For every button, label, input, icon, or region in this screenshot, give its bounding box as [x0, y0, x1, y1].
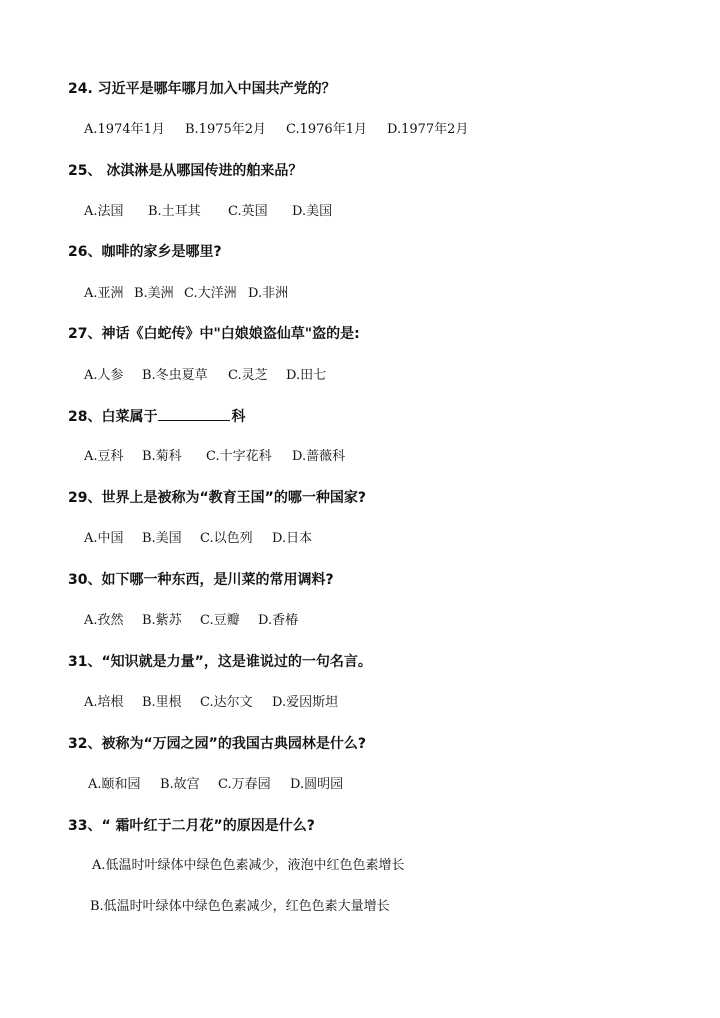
- question-26-title: 26、咖啡的家乡是哪里?: [68, 244, 222, 260]
- question-29-title: 29、世界上是被称为“教育王国”的哪一种国家?: [68, 490, 367, 506]
- q26-option-c: C.大洋洲: [184, 286, 237, 301]
- question-32-title: 32、被称为“万园之园”的我国古典园林是什么?: [68, 736, 367, 752]
- q32-option-b: B.故宫: [160, 777, 200, 792]
- q30-option-a: A.孜然: [84, 613, 124, 628]
- q31-option-d: D.爱因斯坦: [272, 695, 339, 710]
- q25-option-d: D.美国: [292, 204, 333, 219]
- q25-option-a: A.法国: [84, 204, 124, 219]
- q26-option-a: A.亚洲: [84, 286, 124, 301]
- q31-option-b: B.里根: [142, 695, 182, 710]
- q26-option-b: B.美洲: [134, 286, 174, 301]
- q29-option-c: C.以色列: [200, 531, 253, 546]
- q29-option-b: B.美国: [142, 531, 182, 546]
- q29-option-a: A.中国: [84, 531, 124, 546]
- q31-option-a: A.培根: [84, 695, 124, 710]
- question-27-options: [84, 367, 326, 385]
- q24-option-d: D.1977年2月: [387, 122, 469, 137]
- question-28-title: [68, 407, 245, 426]
- q24-option-c: C.1976年1月: [286, 122, 367, 137]
- question-31-title: 31、“知识就是力量”，这是谁说过的一句名言。: [68, 654, 372, 670]
- question-25-options: [84, 203, 332, 221]
- q24-option-a: A.1974年1月: [84, 122, 165, 137]
- question-33-title: 33、“ 霜叶红于二月花”的原因是什么?: [68, 818, 315, 834]
- question-28-title-start: 28、白菜属于: [68, 409, 158, 425]
- q27-option-d: D.田七: [286, 368, 327, 383]
- question-27-title: 27、神话《白蛇传》中"白娘娘盗仙草"盗的是:: [68, 326, 360, 342]
- question-30-title: 30、如下哪一种东西，是川菜的常用调料?: [68, 572, 334, 588]
- q28-option-a: A.豆科: [84, 449, 124, 464]
- q33-option-b: B.低温时叶绿体中绿色色素减少，红色色素大量增长: [90, 899, 390, 914]
- q27-option-c: C.灵芝: [228, 368, 268, 383]
- q24-option-b: B.1975年2月: [185, 122, 267, 137]
- q33-option-a: A.低温时叶绿体中绿色色素减少，液泡中红色色素增长: [92, 858, 405, 873]
- question-29-options: [84, 530, 312, 548]
- question-32-options: [88, 776, 343, 794]
- q28-option-b: B.菊科: [142, 449, 182, 464]
- question-30-options: [84, 612, 298, 630]
- q32-option-c: C.万春园: [218, 777, 271, 792]
- q31-option-c: C.达尔文: [200, 695, 253, 710]
- q29-option-d: D.日本: [272, 531, 313, 546]
- q26-option-d: D.非洲: [248, 286, 289, 301]
- q30-option-b: B.紫苏: [142, 613, 182, 628]
- q30-option-c: C.豆瓣: [200, 613, 240, 628]
- q32-option-d: D.圆明园: [290, 777, 344, 792]
- q27-option-a: A.人参: [84, 368, 124, 383]
- q32-option-a: A.颐和园: [88, 777, 141, 792]
- q25-option-b: B.土耳其: [148, 204, 201, 219]
- question-25-title: 25、 冰淇淋是从哪国传进的舶来品？: [68, 163, 303, 179]
- q28-option-c: C.十字花科: [206, 449, 272, 464]
- q25-option-c: C.英国: [228, 204, 268, 219]
- fill-in-blank: [158, 407, 230, 421]
- q28-option-d: D.蔷薇科: [292, 449, 346, 464]
- q30-option-d: D.香椿: [258, 613, 299, 628]
- question-28-options: [84, 448, 345, 466]
- question-28-title-end: 科: [231, 409, 246, 425]
- question-26-options: [84, 285, 288, 303]
- q27-option-b: B.冬虫夏草: [142, 368, 208, 383]
- question-31-options: [84, 694, 338, 712]
- question-24-title: 24. 习近平是哪年哪月加入中国共产党的？: [68, 81, 336, 97]
- question-24-options: [84, 121, 468, 139]
